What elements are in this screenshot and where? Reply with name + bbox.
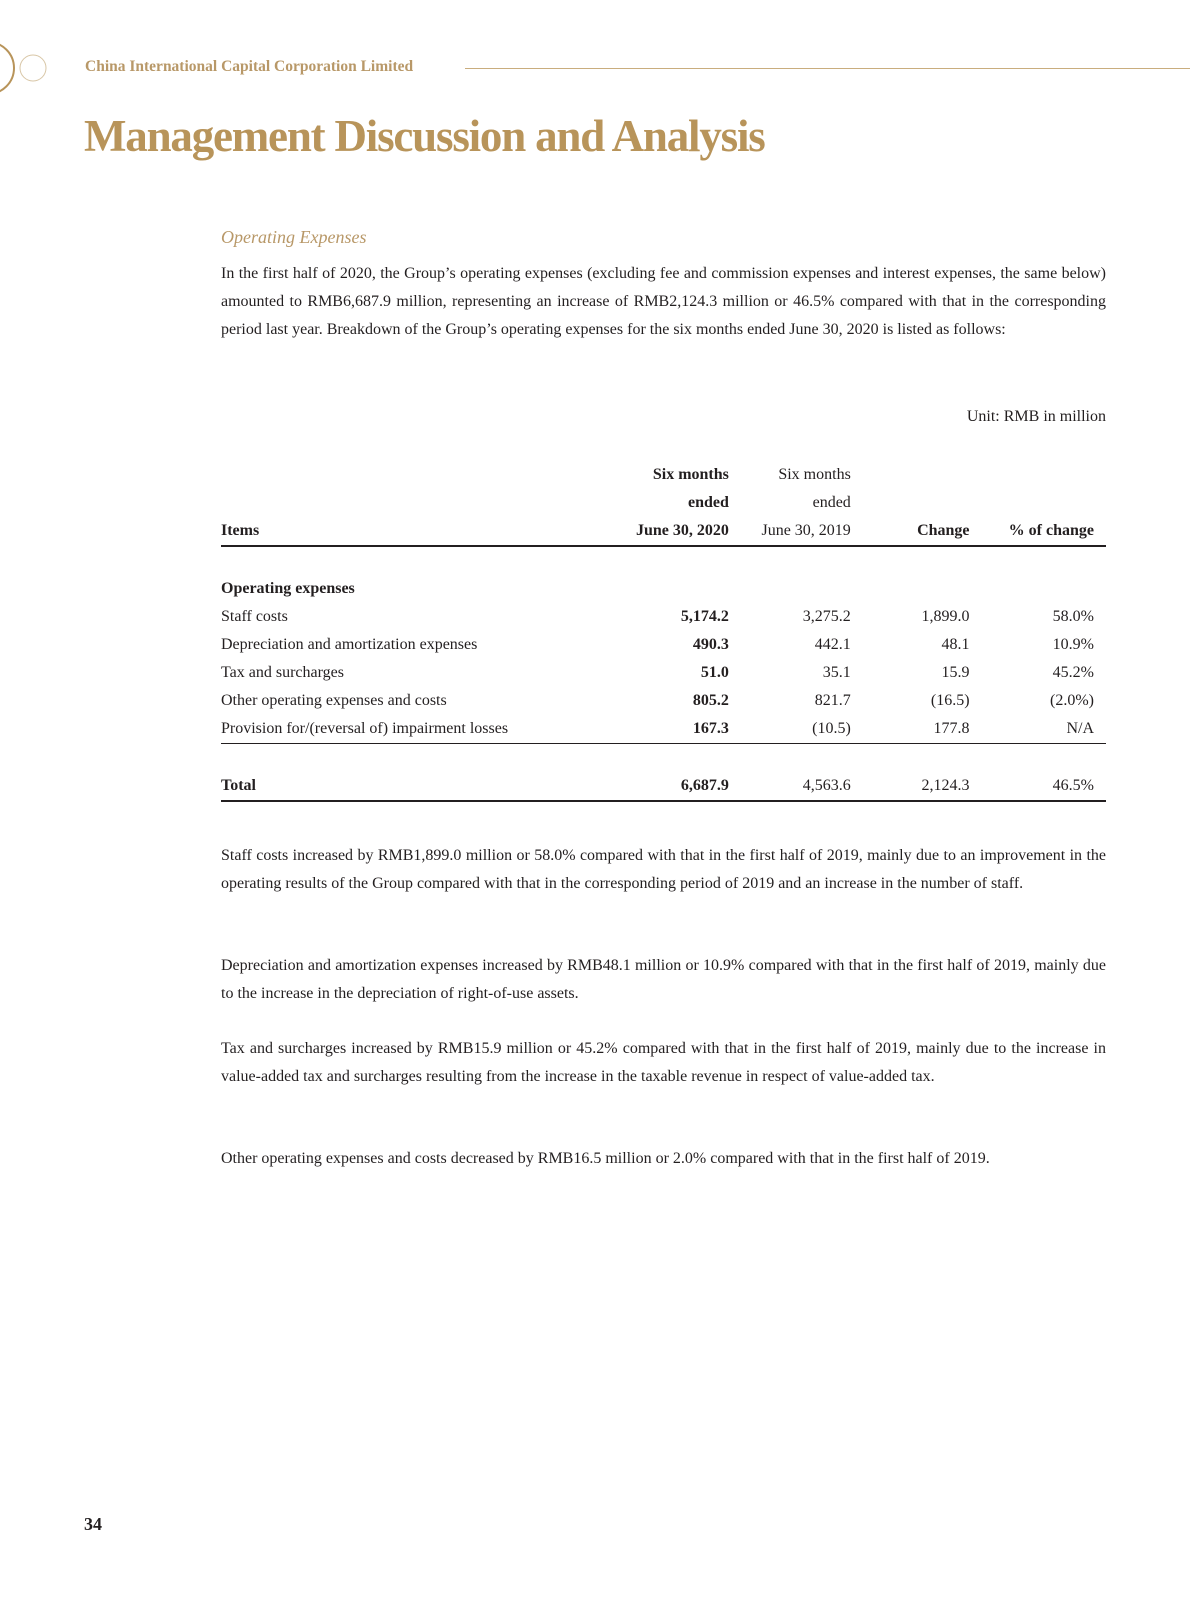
intro-paragraph: In the first half of 2020, the Group’s operating expenses (excluding fee and commission expenses and interest expenses, the same below) amounted to RMB6,687.9 million, representing an increase of RMB2,124.3 million or 46.5% compared with that in the corresponding period last year. Breakdown of the Group’s operating expenses for the six months ended June 30, 2020 is listed as follows: — [221, 265, 1106, 338]
total-row — [221, 772, 1106, 801]
row-change: (16.5) — [930, 692, 970, 709]
row-value-2020: 51.0 — [700, 664, 729, 681]
row-value-2019: (10.5) — [729, 715, 851, 744]
row-pct-change: (2.0%) — [1050, 692, 1094, 709]
operating-expenses-table — [221, 461, 1106, 802]
header-2020-line3: June 30, 2020 — [607, 517, 729, 546]
row-pct-change: 45.2% — [1052, 664, 1094, 681]
row-change: 1,899.0 — [921, 608, 970, 625]
row-value-2019: 35.1 — [822, 664, 851, 681]
row-item: Staff costs — [221, 608, 288, 625]
row-value-2019: 442.1 — [814, 636, 851, 653]
header-2020-line1: Six months — [652, 466, 729, 483]
total-value-2020: 6,687.9 — [607, 772, 729, 801]
page-title: Management Discussion and Analysis — [84, 111, 765, 161]
row-item: Provision for/(reversal of) impairment losses — [221, 715, 607, 744]
header-2019-line1: Six months — [778, 466, 851, 483]
company-logo-circles-icon — [0, 40, 50, 100]
header-items: Items — [221, 517, 607, 546]
table-header-row-3 — [221, 517, 1106, 546]
section-title: Operating Expenses — [221, 227, 367, 247]
row-value-2020: 5,174.2 — [680, 608, 729, 625]
row-value-2019: 821.7 — [814, 692, 851, 709]
table-row — [221, 603, 1106, 631]
table-header-row-1 — [221, 461, 1106, 489]
row-pct-change: 58.0% — [1052, 608, 1094, 625]
header-change: Change — [851, 517, 982, 546]
row-value-2020: 805.2 — [692, 692, 729, 709]
staff-costs-paragraph: Staff costs increased by RMB1,899.0 million or 58.0% compared with that in the first half of 2019, mainly due to an improvement in the operating results of the Group compared with that in the corresponding period of 2019 and an increase in the number of staff. — [221, 847, 1106, 892]
total-pct-change: 46.5% — [982, 772, 1106, 801]
table-row — [221, 631, 1106, 659]
row-pct-change: 10.9% — [1052, 636, 1094, 653]
row-value-2020: 490.3 — [692, 636, 729, 653]
total-change: 2,124.3 — [851, 772, 982, 801]
table-header-row-2 — [221, 489, 1106, 517]
row-pct-change: N/A — [982, 715, 1106, 744]
table-row — [221, 715, 1106, 744]
row-item: Tax and surcharges — [221, 664, 344, 681]
row-change: 48.1 — [941, 636, 970, 653]
depreciation-paragraph: Depreciation and amortization expenses increased by RMB48.1 million or 10.9% compared with that in the first half of 2019, mainly due to the increase in the depreciation of right-of-use assets. — [221, 957, 1106, 1002]
total-value-2019: 4,563.6 — [729, 772, 851, 801]
other-expenses-paragraph: Other operating expenses and costs decreased by RMB16.5 million or 2.0% compared with that in the first half of 2019. — [221, 1150, 990, 1167]
row-item: Depreciation and amortization expenses — [221, 636, 478, 653]
unit-label: Unit: RMB in million — [966, 408, 1106, 425]
page-number: 34 — [84, 1514, 102, 1534]
total-label: Total — [221, 772, 607, 801]
header-2019-line3: June 30, 2019 — [729, 517, 851, 546]
tax-surcharges-paragraph: Tax and surcharges increased by RMB15.9 million or 45.2% compared with that in the first half of 2019, mainly due to the increase in value-added tax and surcharges resulting from the increase in the taxable revenue in respect of value-added tax. — [221, 1040, 1106, 1085]
company-name: China International Capital Corporation Limited — [85, 58, 414, 75]
table-row — [221, 659, 1106, 687]
header-divider — [465, 68, 1190, 69]
group-label-row — [221, 575, 1106, 603]
group-label: Operating expenses — [221, 580, 355, 597]
table-row — [221, 687, 1106, 715]
header-2020-line2: ended — [687, 494, 729, 511]
row-value-2020: 167.3 — [607, 715, 729, 744]
row-value-2019: 3,275.2 — [802, 608, 851, 625]
header-2019-line2: ended — [812, 494, 851, 511]
row-change: 15.9 — [941, 664, 970, 681]
row-item: Other operating expenses and costs — [221, 692, 447, 709]
header-pct-change: % of change — [982, 517, 1106, 546]
row-change: 177.8 — [851, 715, 982, 744]
